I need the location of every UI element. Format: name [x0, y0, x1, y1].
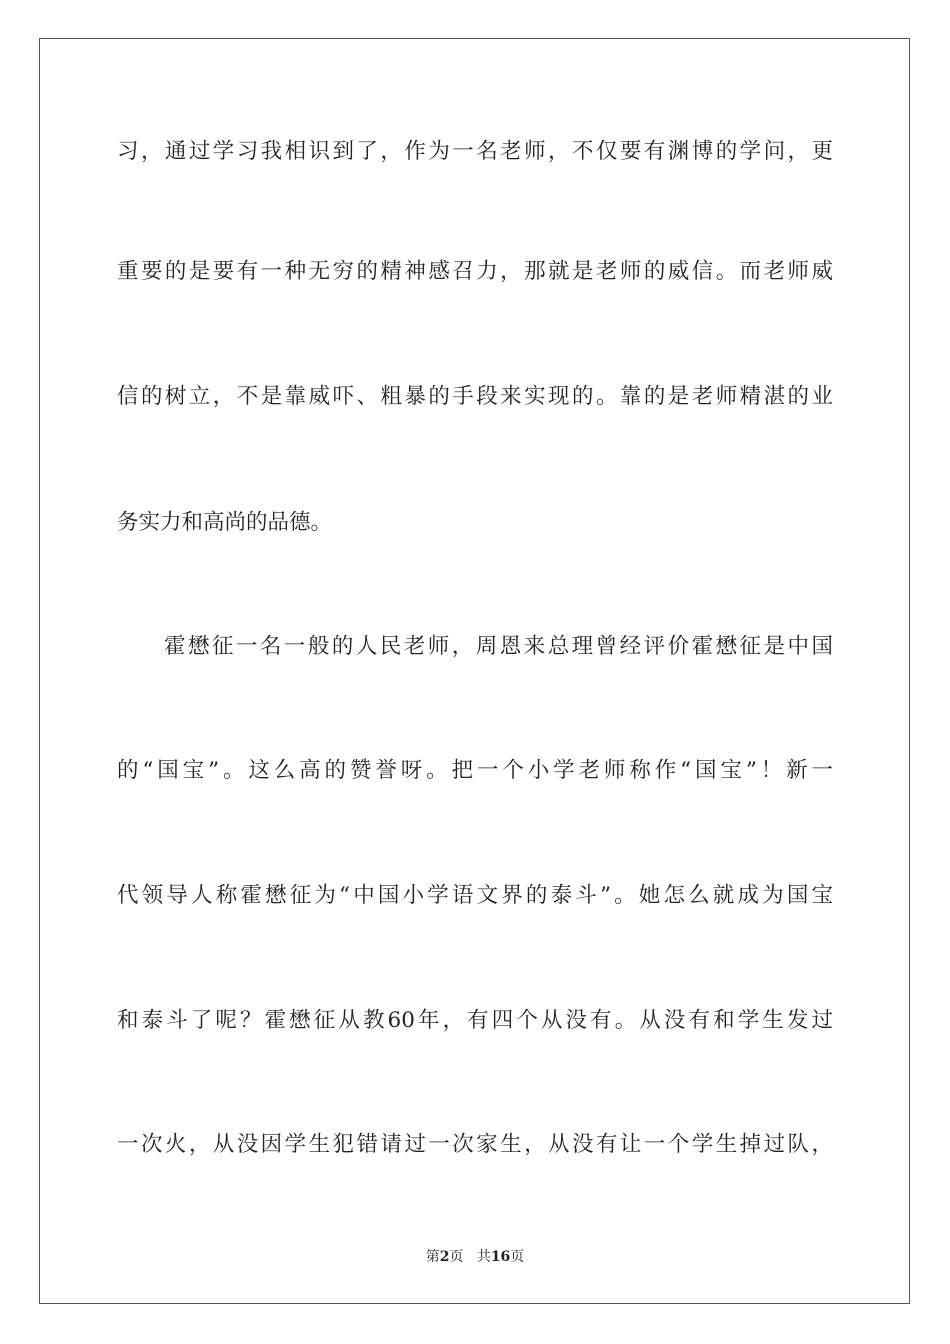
page-footer [0, 1246, 950, 1266]
text-line-1: 习，通过学习我相识到了，作为一名老师，不仅要有渊博的学问，更 [117, 139, 833, 164]
footer-total-pages: 16 [490, 1249, 511, 1265]
text-line-4: 务实力和高尚的品德。 [117, 510, 333, 535]
footer-page-number: 2 [439, 1249, 450, 1265]
text-line-7: 代领导人称霍懋征为“中国小学语文界的泰斗”。她怎么就成为国宝 [117, 883, 833, 908]
text-line-6: 的“国宝”。这么高的赞誉呀。把一个小学老师称作“国宝”！新一 [117, 758, 833, 783]
footer-prefix: 第 [425, 1249, 440, 1265]
text-line-8: 和泰斗了呢？霍懋征从教60年，有四个从没有。从没有和学生发过 [117, 1008, 833, 1033]
text-line-5: 霍懋征一名一般的人民老师，周恩来总理曾经评价霍懋征是中国 [164, 634, 833, 659]
footer-total-prefix: 共 [476, 1249, 491, 1265]
text-line-9: 一次火，从没因学生犯错请过一次家生，从没有让一个学生掉过队， [117, 1132, 833, 1157]
text-line-2: 重要的是要有一种无穷的精神感召力，那就是老师的威信。而老师威 [117, 259, 833, 284]
footer-page-suffix: 页 [449, 1249, 464, 1265]
footer-total-suffix: 页 [510, 1249, 525, 1265]
page-border [39, 38, 910, 1304]
text-line-3: 信的树立，不是靠威吓、粗暴的手段来实现的。靠的是老师精湛的业 [117, 384, 833, 409]
